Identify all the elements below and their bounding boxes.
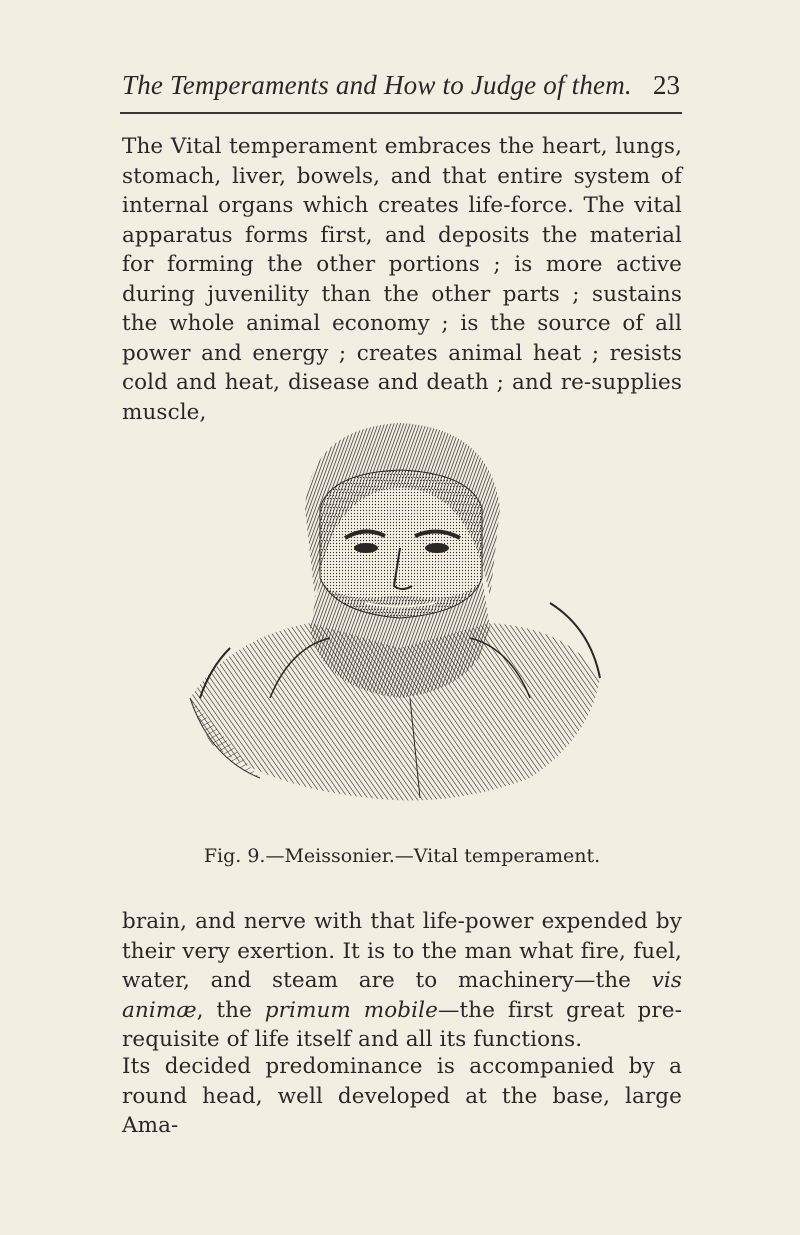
latin-phrase-vis-animae: vis animæ	[122, 968, 682, 1023]
figure-caption: Fig. 9.—Meissonier.—Vital temperament.	[203, 845, 601, 867]
paragraph-vital-temperament: The Vital temperament embraces the heart, lungs, stomach, liver, bowels, and that entire system of internal organs which creates life-force. The vital apparatus forms first, and deposits the material for forming the other portions ; is more active during juvenility than the other parts ; sustains the whole animal economy ; is the source of all power and energy ; creates animal heat ; resists cold and heat, disease and death ; and re-supplies muscle,	[122, 134, 682, 425]
portrait-engraving	[170, 398, 630, 818]
paragraph-text: , the	[196, 997, 265, 1023]
paragraph-predominance: Its decided predominance is accompanied by a round head, well developed at the base, large Ama-	[122, 1054, 682, 1138]
paragraph-life-power	[122, 907, 682, 1055]
running-title: The Temperaments and How to Judge of them.	[122, 70, 632, 100]
latin-phrase-primum-mobile: primum mobile	[264, 997, 438, 1023]
header-rule	[120, 112, 682, 114]
paragraph-text: —the first great pre-requisite of life itself and all its functions.	[122, 997, 682, 1052]
portrait-figure	[170, 398, 630, 818]
paragraph-text: brain, and nerve with that life-power expended by their very exertion. It is to the man what fire, fuel, water, and steam are to machinery—the	[122, 909, 682, 993]
running-header	[122, 64, 682, 104]
page-number: 23	[653, 70, 680, 100]
